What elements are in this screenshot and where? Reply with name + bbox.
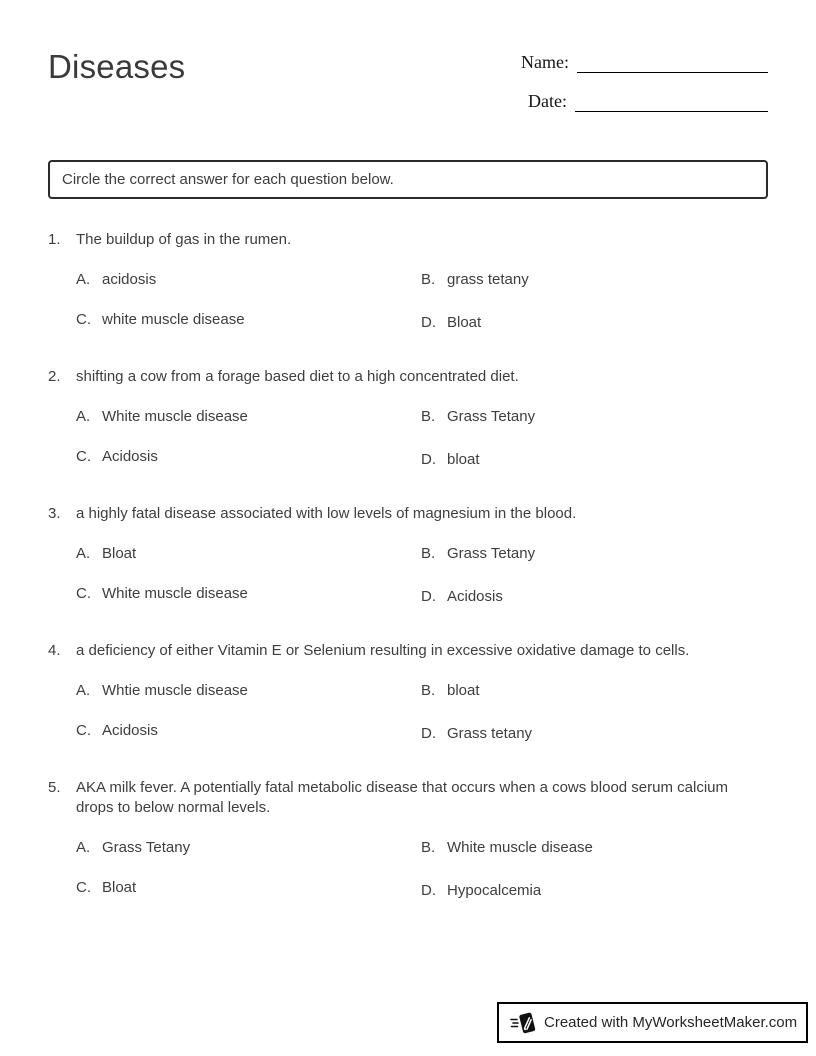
option-row-b — [421, 838, 768, 858]
option-letter: C. — [76, 448, 91, 465]
question-1 — [48, 230, 768, 330]
option-row-d — [421, 587, 768, 607]
option-row-c — [76, 721, 421, 741]
option-row-a — [76, 681, 421, 701]
footer-credit[interactable] — [497, 1002, 808, 1043]
options-grid — [48, 250, 768, 330]
option-text: Bloat — [447, 314, 482, 331]
options-grid — [48, 818, 768, 898]
option-letter: B. — [421, 545, 436, 562]
name-date-block — [521, 50, 768, 128]
option-text: Bloat — [102, 879, 137, 896]
option-text: acidosis — [102, 271, 157, 288]
options-grid — [48, 524, 768, 604]
option-letter: B. — [421, 271, 436, 288]
option-row-b — [421, 681, 768, 701]
option-letter: A. — [76, 682, 91, 699]
page-title: Diseases — [48, 48, 186, 85]
option-text: Acidosis — [102, 722, 158, 739]
option-letter: A. — [76, 271, 91, 288]
question-text: a highly fatal disease associated with low levels of magnesium in the blood. — [76, 505, 577, 522]
option-text: Bloat — [102, 545, 137, 562]
option-letter: C. — [76, 585, 91, 602]
question-text: AKA milk fever. A potentially fatal metabolic disease that occurs when a cows blood serum calcium drops to below normal levels. — [76, 779, 728, 816]
question-text-row — [48, 504, 768, 524]
option-text: Hypocalcemia — [447, 882, 542, 899]
option-letter: D. — [421, 451, 436, 468]
option-text: Whtie muscle disease — [102, 682, 248, 699]
option-text: Grass tetany — [447, 725, 533, 742]
date-field-row — [521, 89, 768, 112]
options-grid — [48, 387, 768, 467]
header — [48, 0, 768, 111]
question-number: 4. — [48, 642, 61, 659]
option-row-a — [76, 838, 421, 858]
option-text: White muscle disease — [102, 408, 248, 425]
option-row-d — [421, 881, 768, 901]
option-text: White muscle disease — [447, 839, 593, 856]
date-label: Date: — [528, 91, 567, 111]
question-text: The buildup of gas in the rumen. — [76, 231, 292, 248]
option-letter: D. — [421, 882, 436, 899]
option-row-d — [421, 313, 768, 333]
option-row-a — [76, 407, 421, 427]
footer-credit-text: Created with MyWorksheetMaker.com — [544, 1014, 798, 1031]
option-text: Grass Tetany — [102, 839, 191, 856]
question-text: shifting a cow from a forage based diet to a high concentrated diet. — [76, 368, 519, 385]
option-row-c — [76, 584, 421, 604]
option-letter: A. — [76, 408, 91, 425]
question-5 — [48, 778, 768, 898]
option-letter: C. — [76, 722, 91, 739]
option-row-a — [76, 270, 421, 290]
option-letter: B. — [421, 839, 436, 856]
question-number: 3. — [48, 505, 61, 522]
option-letter: B. — [421, 408, 436, 425]
option-letter: B. — [421, 682, 436, 699]
option-row-b — [421, 407, 768, 427]
options-grid — [48, 661, 768, 741]
option-row-c — [76, 447, 421, 467]
option-letter: D. — [421, 725, 436, 742]
option-text: bloat — [447, 451, 480, 468]
option-letter: D. — [421, 314, 436, 331]
option-text: Acidosis — [102, 448, 158, 465]
question-text: a deficiency of either Vitamin E or Selenium resulting in excessive oxidative damage to cells. — [76, 642, 690, 659]
question-number: 5. — [48, 779, 61, 796]
name-blank-line — [577, 50, 768, 73]
option-text: bloat — [447, 682, 480, 699]
option-row-c — [76, 878, 421, 898]
option-text: Grass Tetany — [447, 545, 536, 562]
option-row-c — [76, 310, 421, 330]
worksheetmaker-logo-icon — [510, 1010, 537, 1036]
option-letter: A. — [76, 839, 91, 856]
instructions-box — [48, 160, 768, 199]
option-row-a — [76, 544, 421, 564]
option-text: white muscle disease — [102, 311, 245, 328]
option-row-b — [421, 544, 768, 564]
question-3 — [48, 504, 768, 604]
option-text: Grass Tetany — [447, 408, 536, 425]
question-number: 1. — [48, 231, 61, 248]
option-letter: C. — [76, 311, 91, 328]
name-field-row — [521, 50, 768, 73]
option-letter: C. — [76, 879, 91, 896]
question-text-row — [48, 778, 768, 818]
option-letter: A. — [76, 545, 91, 562]
option-row-b — [421, 270, 768, 290]
question-number: 2. — [48, 368, 61, 385]
option-text: Acidosis — [447, 588, 503, 605]
option-text: grass tetany — [447, 271, 529, 288]
question-text-row — [48, 367, 768, 387]
question-text-row — [48, 230, 768, 250]
name-label: Name: — [521, 52, 569, 72]
option-row-d — [421, 450, 768, 470]
question-text-row — [48, 641, 768, 661]
option-text: White muscle disease — [102, 585, 248, 602]
option-row-d — [421, 724, 768, 744]
question-4 — [48, 641, 768, 741]
instructions-text: Circle the correct answer for each question below. — [62, 171, 394, 188]
question-2 — [48, 367, 768, 467]
option-letter: D. — [421, 588, 436, 605]
date-blank-line — [575, 89, 768, 112]
question-list — [48, 230, 768, 898]
